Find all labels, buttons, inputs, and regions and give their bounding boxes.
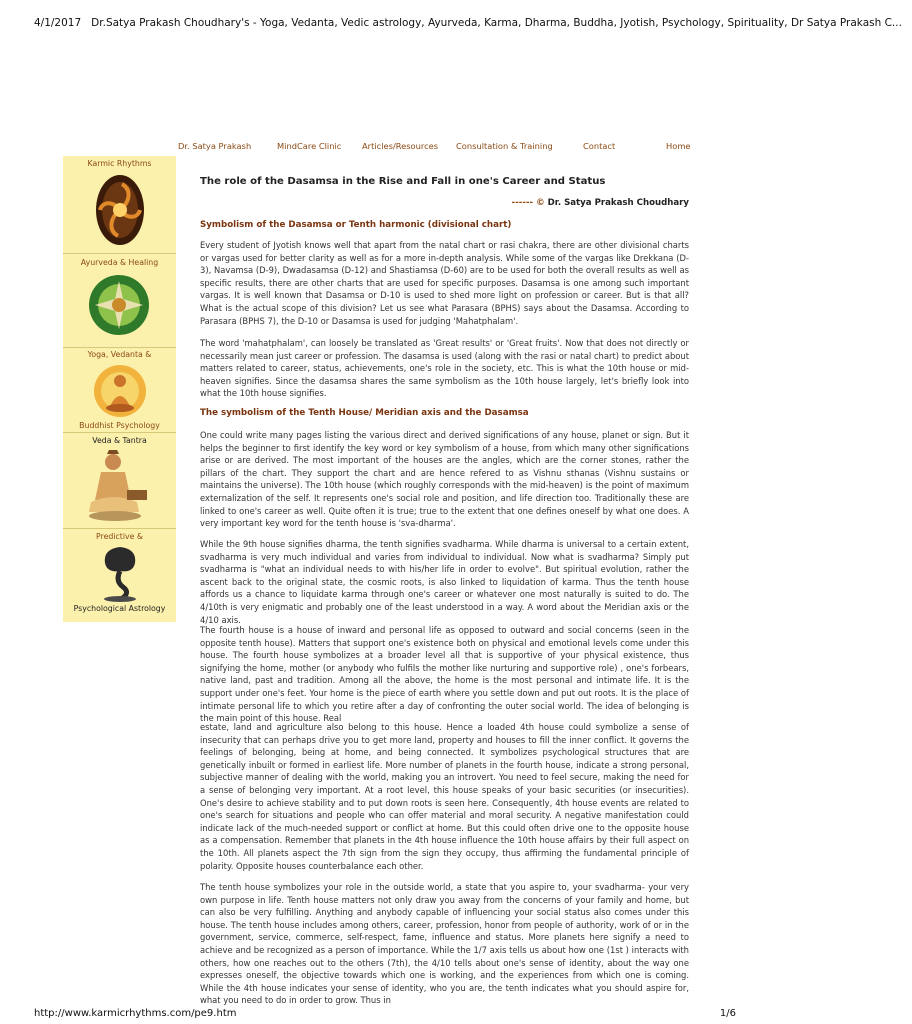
nav-articles-resources[interactable]: Articles/Resources (362, 141, 439, 151)
paragraph: The tenth house symbolizes your role in the outside world, a state that you aspire to, your svadharma- your very own purpose in life. Tenth house matters not only draw you away from the concerns of your family and home, but can also be very fulfilling. Anything and anybody capable of influencing your social status also comes under this house. The tenth house includes among others, career, profession, honor from people of authority, work of or in the government, service, commerce, self-respect, fame, influence and status. More planets here signify a need to achieve and be recognized as a person of importance. While the 1/7 axis tells us about how one (1st ) interacts with others, how one reaches out to the others (7th), the 4/10 tells about one's sense of identity, about the way one expresses oneself, the objective towards which one is working, and the experiences from which one is coming. While the 4th house indicates your sense of identity, who you are, the tenth indicates what you should aspire for, what you need to do in order to grow. Thus in (200, 882, 689, 1006)
sidebar-item-yoga[interactable] (63, 347, 176, 432)
print-url: http://www.karmicrhythms.com/pe9.htm (34, 1008, 237, 1019)
ayurveda-herbs-icon (87, 271, 151, 339)
section-heading: The symbolism of the Tenth House/ Meridian axis and the Dasamsa (200, 408, 529, 418)
paragraph: While the 9th house signifies dharma, the tenth signifies svadharma. While dharma is universal to a certain extent, svadharma is very much individual and varies from individual to individual. Now what is svadharma? Simply put svadharma is "what an individual needs to with his/her life in order to evolve". But spiritual evolution, rather the ascent back to the original state, the cosmic roots, is also linked to liquidation of karma. Thus the tenth house affords us a chance to liquidate karma through one's career or whatever one most naturally is suited to do. The 4/10th is very enigmatic and probably one of the least understood in a way. A word about the Meridian axis or the 4/10 axis. (200, 539, 689, 625)
top-nav (0, 141, 768, 155)
author-name: Dr. Satya Prakash Choudhary (547, 198, 689, 208)
sidebar-item-veda-tantra[interactable] (63, 432, 176, 528)
nav-dr-satya-prakash[interactable]: Dr. Satya Prakash (178, 141, 252, 151)
paragraph: estate, land and agriculture also belong to this house. Hence a loaded 4th house could symbolize a sense of insecurity that can perhaps drive you to get more land, property and houses to fill the inner conflict. It governs the feelings of belonging, being at home, and being connected. It symbolizes psychological structures that are genetically inbuilt or formed in earliest life. More number of planets in the fourth house, indicate a strong personal, subjective manner of dealing with the world, making you an introvert. You need to feel secure, making the need for a sense of belonging very important. At a root level, this house speaks of your basic securities (or insecurities). One's desire to achieve stability and to put down roots is seen here. Consequently, 4th house events are related to one's search for situations and people who can offer material and moral security. A negative manifestation could indicate lack of the much-needed support or conflict at home. But this could often drive one to the opposite house as a compensation. Remember that planets in the 4th house influence the 10th house affairs by their full aspect on the 10th. All planets aspect the 7th sign from the sign they occupy, thus affirming the fundamental principle of polarity. Opposite houses counterbalance each other. (200, 722, 689, 871)
sidebar-item-label[interactable]: Predictive & (96, 532, 143, 541)
nav-consultation-training[interactable]: Consultation & Training (456, 141, 553, 151)
sidebar-item-label-2[interactable]: Psychological Astrology (73, 604, 166, 613)
page-title: The role of the Dasamsa in the Rise and Fall in one's Career and Status (200, 176, 606, 187)
nav-home[interactable]: Home (666, 141, 691, 151)
sidebar-item-label-2[interactable]: Buddhist Psychology (79, 421, 160, 430)
cobra-icon (97, 543, 143, 603)
sidebar-brand[interactable]: Karmic Rhythms (87, 159, 152, 168)
print-date: 4/1/2017 (34, 17, 82, 29)
paragraph: The word 'mahatphalam', can loosely be translated as 'Great results' or 'Great fruits'. Now that does not directly or necessarily mean just career or profession. The dasamsa is used (along with the rasi or natal chart) to predict about matters related to career, status, achievements, one's role in the society, etc. This is what the 10th house or mid-heaven signifies. Since the dasamsa shares the same symbolism as the 10th house largely, let's briefly look into what the 10th house signifies. (200, 338, 689, 399)
sidebar-item-label[interactable]: Ayurveda & Healing (80, 258, 159, 267)
nav-mindcare-clinic[interactable]: MindCare Clinic (277, 141, 342, 151)
sidebar-item-astrology[interactable] (63, 528, 176, 623)
page-number: 1/6 (719, 1008, 736, 1019)
sidebar-item-label[interactable]: Yoga, Vedanta & (87, 350, 152, 359)
section-heading: Symbolism of the Dasamsa or Tenth harmonic (divisional chart) (200, 220, 512, 230)
print-title: Dr.Satya Prakash Choudhary's - Yoga, Vedanta, Vedic astrology, Ayurveda, Karma, Dharma, Buddha, Jyotish, Psychology, Spirituality, Dr Satya Prakash C... (91, 17, 902, 29)
print-footer (34, 1008, 736, 1022)
copyright-dash: ------ © (511, 198, 545, 208)
author-line (512, 198, 689, 208)
nav-contact[interactable]: Contact (583, 141, 616, 151)
print-header (34, 17, 902, 29)
sidebar-brand-panel[interactable] (63, 156, 176, 252)
paragraph: One could write many pages listing the various direct and derived significations of any house, planet or sign. But it helps the beginner to first identify the key word or key symbolism of a house, from which many other significations arise or are derived. The most important of the houses are the angles, which are the corner stones, rather the pillars of the chart. They support the chart and are hence refered to as Vishnu sthanas (Vishnu sustains or maintains the universe). The 10th house (which roughly corresponds with the mid-heaven) is the point of maximum externalization of the self. It represents one's social role and position, and life direction too. Traditionally these are linked to one's career as well. Quite often it is true; true to the extent that one defines oneself by what one does. A very important key word for the tenth house is 'sva-dharma'. (200, 430, 689, 529)
meditating-figure-icon (93, 362, 147, 420)
sidebar-item-label[interactable]: Veda & Tantra (92, 436, 147, 445)
sidebar (63, 156, 176, 622)
spiral-galaxy-icon (92, 172, 148, 248)
paragraph: The fourth house is a house of inward and personal life as opposed to outward and social concerns (seen in the opposite tenth house). Matters that support one's existence both on physical and emotional levels come under this house. The fourth house symbolizes at a broader level all that is supportive of your physical existence, thus signifying the home, mother (or anybody who fulfils the mother like nurturing and supportive role) , one's forbears, native land, past and tradition. Among all the above, the home is the most personal and intimate life. It is the support under one's feet. Your home is the piece of earth where you settle down and put out roots. It is the place of intimate personal life to which you retire after a day of confronting the outer social world. The idea of belonging is the main point of this house. Real (200, 625, 689, 724)
sage-figure-icon (87, 450, 151, 526)
paragraph: Every student of Jyotish knows well that apart from the natal chart or rasi chakra, there are other divisional charts or vargas used for better clarity as well as for a more in-depth analysis. While some of the vargas like Drekkana (D-3), Navamsa (D-9), Dwadasamsa (D-12) and Shastiamsa (D-60) are to be used for both the overall results as well as specific results, there are other charts that are used for specific purposes. Dasamsa is one among such important vargas. It is well known that Dasamsa or D-10 is used to shed more light on profession or career. But is that all? What is the actual scope of this division? Let us see what Parasara (BPHS) says about the Dasamsa. According to Parasara (BPHS 7), the D-10 or Dasamsa is used for judging 'Mahatphalam'. (200, 240, 689, 326)
sidebar-item-ayurveda[interactable] (63, 253, 176, 347)
